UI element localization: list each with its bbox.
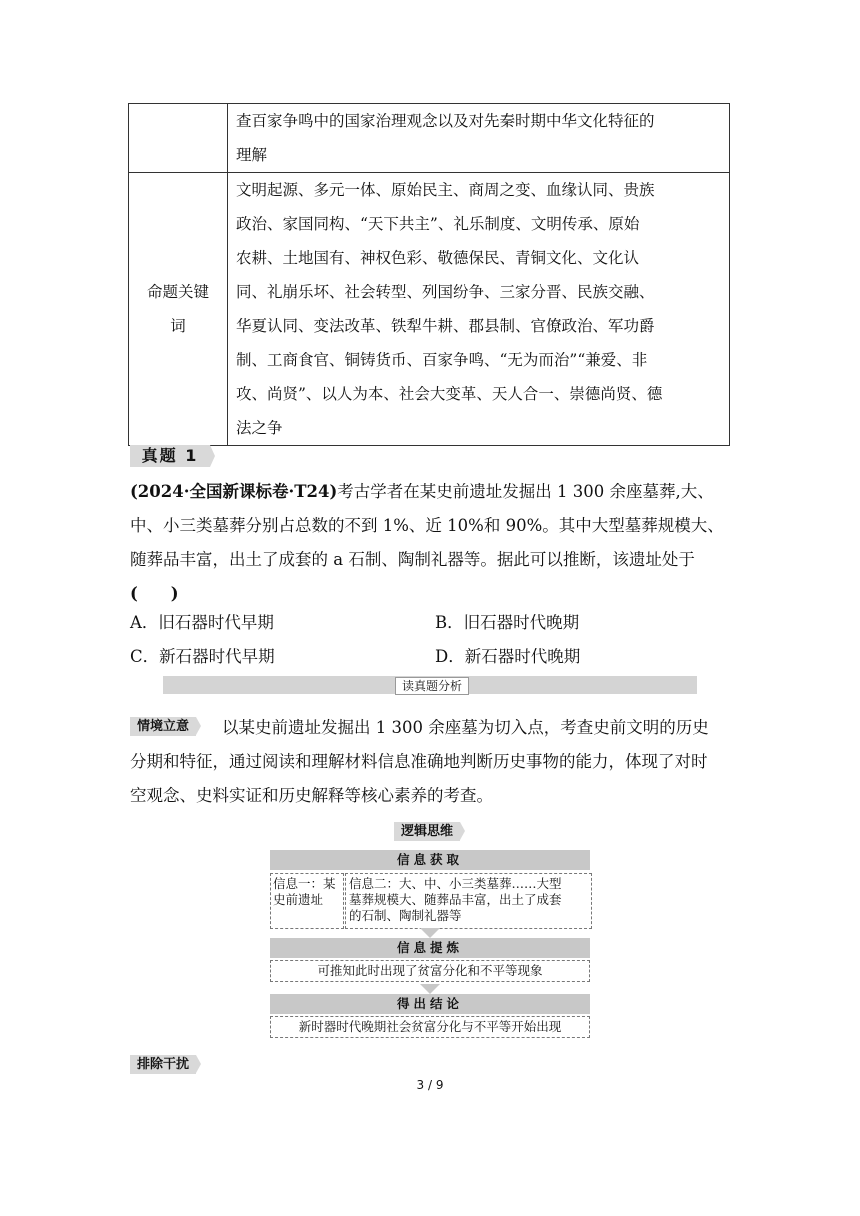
flow-step-3-text: 新时器时代晚期社会贫富分化与不平等开始出现: [270, 1016, 590, 1038]
question-tag: 真题 1: [130, 445, 210, 467]
table-cell-text: 查百家争鸣中的国家治理观念以及对先秦时期中华文化特征的 理解: [228, 104, 730, 173]
page-number: 3 / 9: [416, 1078, 444, 1092]
situation-line-1: 以某史前遗址发掘出 1 300 余座墓为切入点，考查史前文明的历史: [222, 718, 709, 737]
table-cell-label: 命题关键 词: [129, 173, 228, 446]
question-line-3: 随葬品丰富，出土了成套的 a 石制、陶制礼器等。据此可以推断，该遗址处于: [130, 550, 695, 569]
flow-arrow-icon: [420, 984, 440, 994]
option-b: B．旧石器时代晚期: [435, 613, 580, 632]
flow-info-1: 信息一：某 史前遗址: [270, 873, 344, 929]
situation-tag: 情境立意: [130, 717, 196, 736]
question-line-2: 中、小三类墓葬分别占总数的不到 1%、近 10%和 90%。其中大型墓葬规模大、: [130, 516, 724, 535]
keyword-table: [128, 103, 730, 446]
option-a: A．旧石器时代早期: [130, 613, 274, 632]
keyword-list: 文明起源、多元一体、原始民主、商周之变、血缘认同、贵族 政治、家国同构、“天下共主”、礼乐制度、文明传承、原始 农耕、土地国有、神权色彩、敬德保民、青铜文化、文化认 同、礼崩乐坏、社会转型、列国纷争、三家分晋、民族交融、 华夏认同、变法改革、铁犁牛耕、郡县制、官僚政治、军功爵 制、工商食官、铜铸货币、百家争鸣、“无为而治”“兼爱、非 攻、尚贤”、以人为本、社会大变革、天人合一、崇德尚贤、德 法之争: [228, 173, 730, 446]
option-c: C．新石器时代早期: [130, 647, 275, 666]
flow-step-3-title: 得出结论: [270, 994, 590, 1014]
answer-blank: ( ): [130, 584, 179, 603]
flow-arrow-icon: [420, 928, 440, 938]
flow-step-2-title: 信息提炼: [270, 938, 590, 958]
exclude-tag: 排除干扰: [130, 1055, 196, 1074]
flow-info-2: 信息二：大、中、小三类墓葬……大型 墓葬规模大、随葬品丰富，出土了成套 的石制、陶制礼器等: [345, 873, 592, 929]
situation-line-2: 分期和特征，通过阅读和理解材料信息准确地判断历史事物的能力，体现了对时: [130, 752, 708, 771]
table-row: [129, 104, 730, 173]
question-line-1: (2024·全国新课标卷·T24)考古学者在某史前遗址发掘出 1 300 余座墓葬,大、: [130, 482, 714, 501]
table-row: [129, 173, 730, 446]
flow-step-2-text: 可推知此时出现了贫富分化和不平等现象: [270, 960, 590, 982]
logic-tag: 逻辑思维: [394, 822, 460, 841]
situation-line-3: 空观念、史料实证和历史解释等核心素养的考查。: [130, 786, 493, 805]
flow-step-1-title: 信息获取: [270, 850, 590, 870]
table-cell-empty: [129, 104, 228, 173]
option-d: D．新石器时代晚期: [435, 647, 581, 666]
analysis-label: 读真题分析: [395, 677, 469, 695]
